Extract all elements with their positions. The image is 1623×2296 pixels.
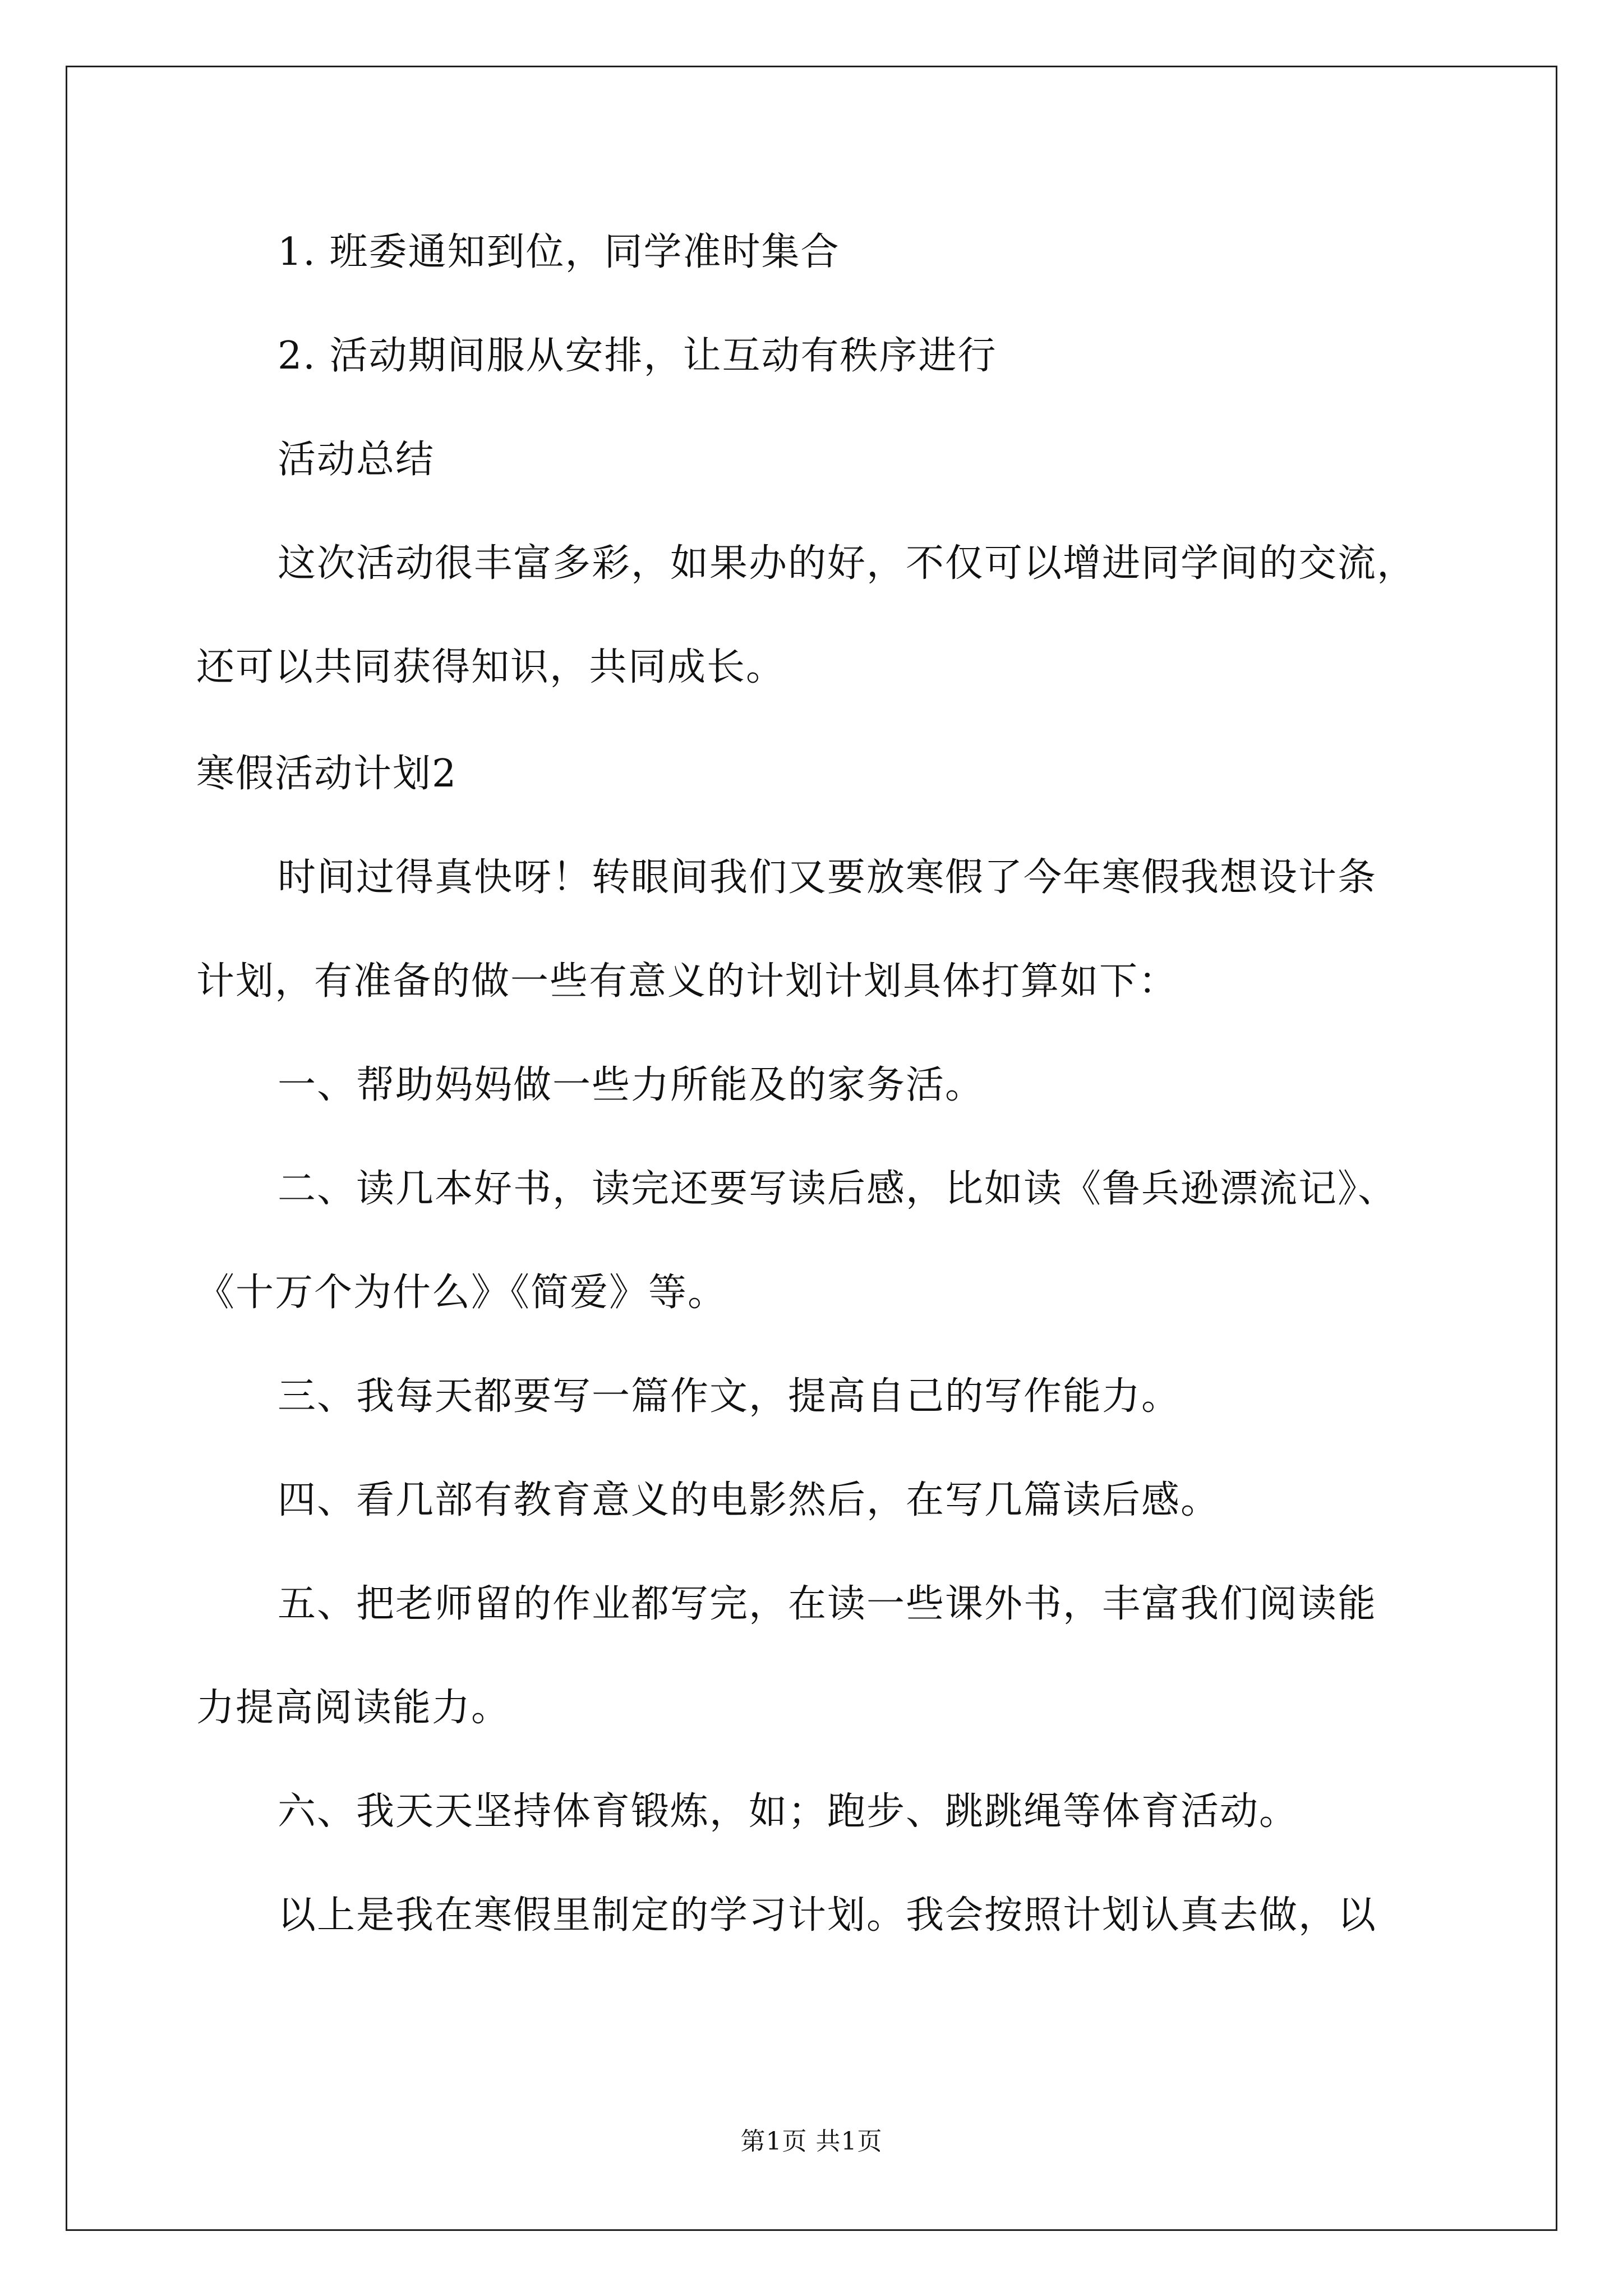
list-item-2: 2. 活动期间服从安排，让互动有秩序进行 xyxy=(278,334,997,378)
plan-item-5: 五、把老师留的作业都写完，在读一些课外书，丰富我们阅读能 xyxy=(278,1582,1377,1626)
plan-item-2: 二、读几本好书，读完还要写读后感，比如读《鲁兵逊漂流记》、 xyxy=(278,1167,1398,1211)
paragraph-line: 《十万个为什么》《简爱》等。 xyxy=(196,1271,727,1315)
document-title: 寒假活动计划2 xyxy=(196,752,458,796)
paragraph-line: 还可以共同获得知识，共同成长。 xyxy=(196,645,786,689)
plan-item-4: 四、看几部有教育意义的电影然后，在写几篇读后感。 xyxy=(278,1478,1220,1522)
paragraph-line: 力提高阅读能力。 xyxy=(196,1686,511,1730)
paragraph-line: 以上是我在寒假里制定的学习计划。我会按照计划认真去做，以 xyxy=(278,1893,1377,1938)
plan-item-1: 一、帮助妈妈做一些力所能及的家务活。 xyxy=(278,1063,985,1107)
paragraph-line: 这次活动很丰富多彩，如果办的好，不仅可以增进同学间的交流， xyxy=(278,541,1417,586)
section-heading: 活动总结 xyxy=(278,438,435,482)
plan-item-6: 六、我天天坚持体育锻炼，如；跑步、跳跳绳等体育活动。 xyxy=(278,1789,1299,1834)
plan-item-3: 三、我每天都要写一篇作文，提高自己的写作能力。 xyxy=(278,1374,1181,1419)
page-footer: 第1页 共1页 xyxy=(740,2127,883,2156)
list-item-1: 1. 班委通知到位，同学准时集合 xyxy=(278,230,840,274)
paragraph-line: 时间过得真快呀！转眼间我们又要放寒假了今年寒假我想设计条 xyxy=(278,855,1377,900)
paragraph-line: 计划，有准备的做一些有意义的计划计划具体打算如下： xyxy=(196,959,1178,1004)
